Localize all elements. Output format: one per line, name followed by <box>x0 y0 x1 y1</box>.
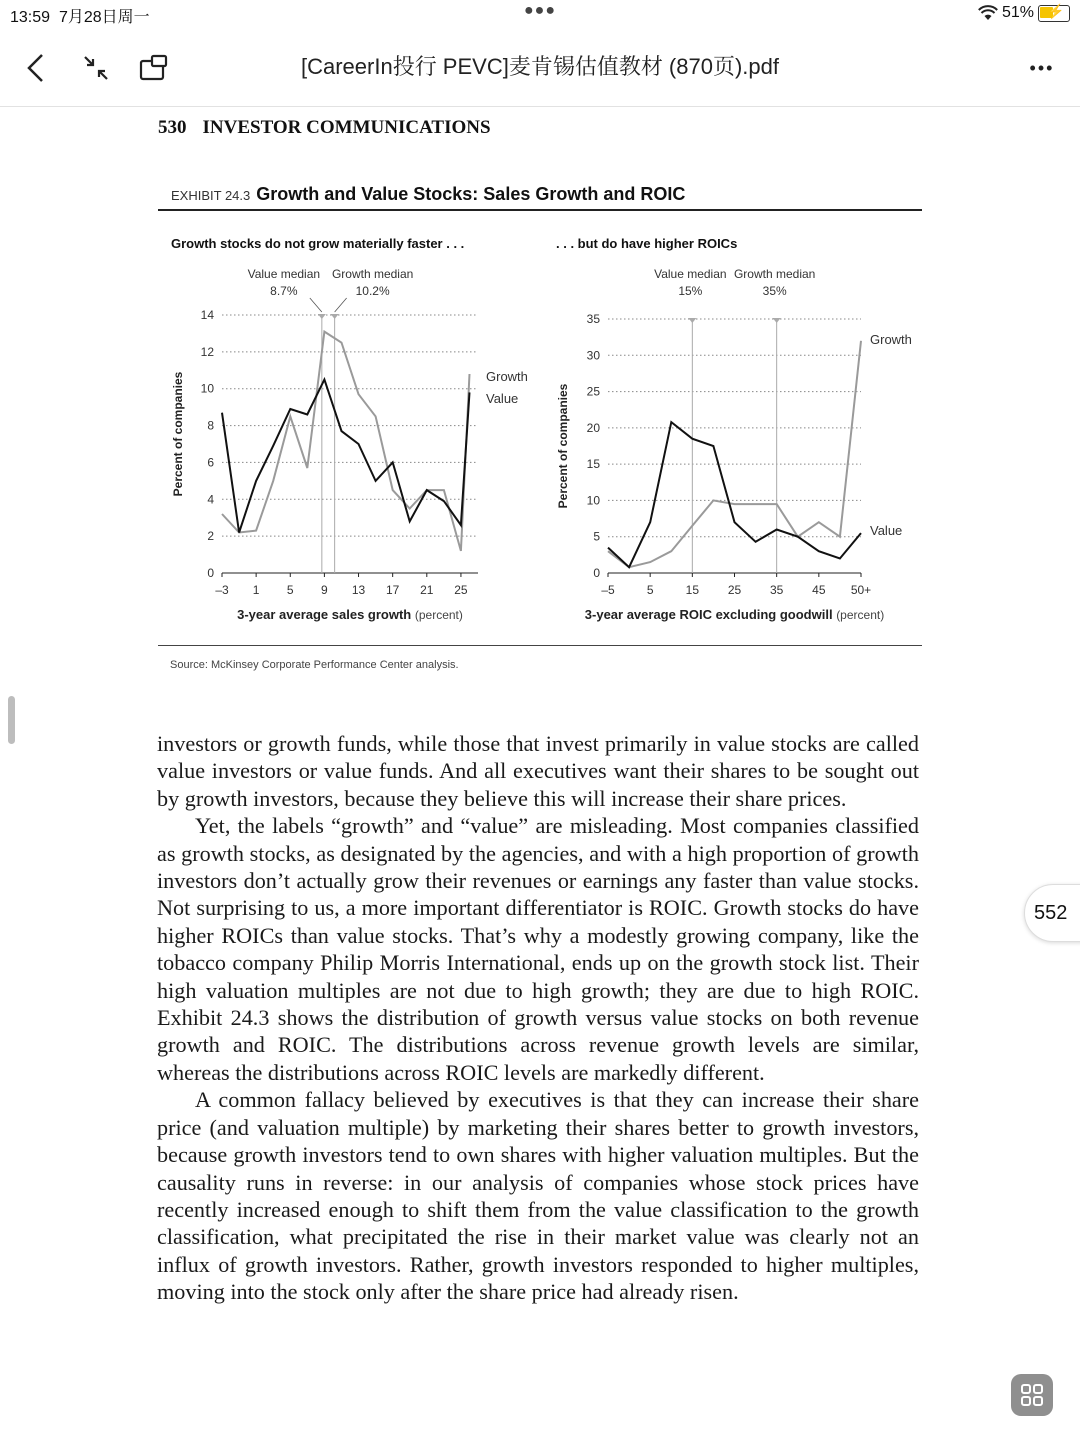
y-tick-label: 10 <box>200 381 214 396</box>
collapse-arrows-icon[interactable] <box>76 48 116 88</box>
scroll-indicator[interactable] <box>8 696 15 744</box>
median-leader <box>335 298 347 312</box>
median-label: Value median <box>247 267 321 281</box>
battery-icon: ⚡ <box>1038 5 1070 22</box>
x-axis-label: 3-year average ROIC excluding goodwill (percent) <box>584 607 885 622</box>
x-tick-label: –3 <box>215 583 229 597</box>
status-time: 13:59 7月28日周一 <box>10 9 150 26</box>
y-tick-label: 2 <box>207 529 214 544</box>
paragraph-3: A common fallacy believed by executives is that they can increase their share price (and valuation multiple) by marketing their shares better to growth investors, because growth investors tend to own shares with higher valuation multiples. But the causality runs in reverse: in our analysis of companies whose stock prices have recently increased enough to shift them from the value classification to the growth classification, what precipitated the rise in their market value was clearly not an influx of growth investors. Rather, growth investors responded to higher multiples, moving into the stock only after the share price had already risen. <box>157 1087 919 1305</box>
median-marker <box>773 318 781 323</box>
median-value: 8.7% <box>270 284 298 298</box>
status-right <box>978 4 1070 22</box>
exhibit-title: EXHIBIT 24.3 Growth and Value Stocks: Sales Growth and ROIC <box>171 184 686 204</box>
x-tick-label: 5 <box>646 583 654 597</box>
y-tick-label: 6 <box>207 455 214 470</box>
median-value: 15% <box>678 284 703 298</box>
legend-growth: Growth <box>486 369 528 384</box>
y-tick-label: 8 <box>207 418 214 433</box>
running-head: 530 INVESTOR COMMUNICATIONS <box>158 117 491 138</box>
wifi-icon <box>978 5 998 21</box>
page-number-badge[interactable]: 552 <box>1024 884 1080 942</box>
y-axis-label: Percent of companies <box>556 383 570 509</box>
x-tick-label: 45 <box>812 583 826 597</box>
window-switch-icon[interactable] <box>134 48 174 88</box>
sales-growth-chart <box>160 258 550 638</box>
exhibit-bottom-rule <box>158 645 922 646</box>
series-line-value <box>608 422 861 567</box>
x-axis-label: 3-year average sales growth (percent) <box>237 607 463 622</box>
x-tick-label: 50+ <box>850 583 872 597</box>
more-options-icon[interactable]: ••• <box>1029 57 1055 78</box>
x-tick-label: 25 <box>727 583 742 597</box>
median-marker <box>331 314 339 319</box>
thumbnail-grid-button[interactable] <box>1011 1374 1053 1416</box>
median-label: Value median <box>654 267 727 281</box>
x-tick-label: –5 <box>601 583 615 597</box>
back-chevron-icon[interactable] <box>16 48 56 88</box>
y-tick-label: 10 <box>586 493 600 508</box>
y-tick-label: 14 <box>200 308 214 322</box>
roic-chart <box>545 258 925 638</box>
x-tick-label: 15 <box>685 583 700 597</box>
median-value: 35% <box>762 284 787 298</box>
series-line-growth <box>222 332 470 551</box>
y-tick-label: 30 <box>586 348 600 363</box>
median-marker <box>318 314 326 319</box>
y-tick-label: 25 <box>586 384 600 399</box>
median-marker <box>688 318 696 323</box>
status-bar <box>0 0 1080 28</box>
chart1-subtitle: Growth stocks do not grow materially faster . . . <box>171 236 465 251</box>
x-tick-label: 13 <box>351 583 366 597</box>
body-text <box>157 730 919 1306</box>
paragraph-1: investors or growth funds, while those that invest primarily in value stocks are called value investors or value funds. And all executives want their shares to be sought out by growth investors, because they believe this will increase their share prices. <box>157 731 919 811</box>
y-tick-label: 35 <box>586 312 600 326</box>
legend-growth: Growth <box>870 332 912 347</box>
y-tick-label: 12 <box>200 344 214 359</box>
exhibit-top-rule <box>158 209 922 211</box>
multitask-dots-icon[interactable]: ●●● <box>524 2 556 19</box>
legend-value: Value <box>486 391 519 406</box>
x-tick-label: 21 <box>420 583 434 597</box>
median-label: Growth median <box>331 267 414 281</box>
x-tick-label: 25 <box>454 583 468 597</box>
y-tick-label: 4 <box>207 492 214 507</box>
y-tick-label: 0 <box>593 566 600 580</box>
median-value: 10.2% <box>355 284 390 298</box>
y-axis-label: Percent of companies <box>171 371 185 497</box>
x-tick-label: 35 <box>769 583 784 597</box>
x-tick-label: 9 <box>321 583 328 597</box>
paragraph-2: Yet, the labels “growth” and “value” are misleading. Most companies classified as growth stocks, as designated by the agencies, and with a high proportion of growth investors don’t actually grow their revenues or earnings any faster than value stocks. Not surprising to us, a more important differentiator is ROIC. Growth stocks do have higher ROICs than value stocks. That’s why a modestly growing company, like the tobacco company Philip Morris International, ends up on the growth stock list. Their high valuation multiples are not due to high growth; they are due to high ROIC. Exhibit 24.3 shows the distribution of growth versus value stocks on both revenue growth and ROIC. The distributions across revenue growth levels are similar, whereas the distributions across ROIC levels are markedly different. <box>157 813 919 1085</box>
navigation-bar <box>0 28 1080 107</box>
y-tick-label: 0 <box>207 566 214 580</box>
y-tick-label: 15 <box>586 457 600 472</box>
grid-icon <box>1020 1383 1044 1407</box>
legend-value: Value <box>870 523 903 538</box>
median-leader <box>310 298 322 312</box>
x-tick-label: 17 <box>385 583 400 597</box>
document-title: [CareerIn投行 PEVC]麦肯锡估值教材 (870页).pdf <box>300 54 779 79</box>
x-tick-label: 5 <box>286 583 294 597</box>
chart2-subtitle: . . . but do have higher ROICs <box>556 236 738 251</box>
source-note: Source: McKinsey Corporate Performance Center analysis. <box>170 659 459 671</box>
y-tick-label: 20 <box>586 420 600 435</box>
battery-percent: 51% <box>1001 4 1034 21</box>
y-tick-label: 5 <box>593 529 600 544</box>
series-line-value <box>222 380 470 533</box>
x-tick-label: 1 <box>252 583 260 597</box>
median-label: Growth median <box>733 267 816 281</box>
